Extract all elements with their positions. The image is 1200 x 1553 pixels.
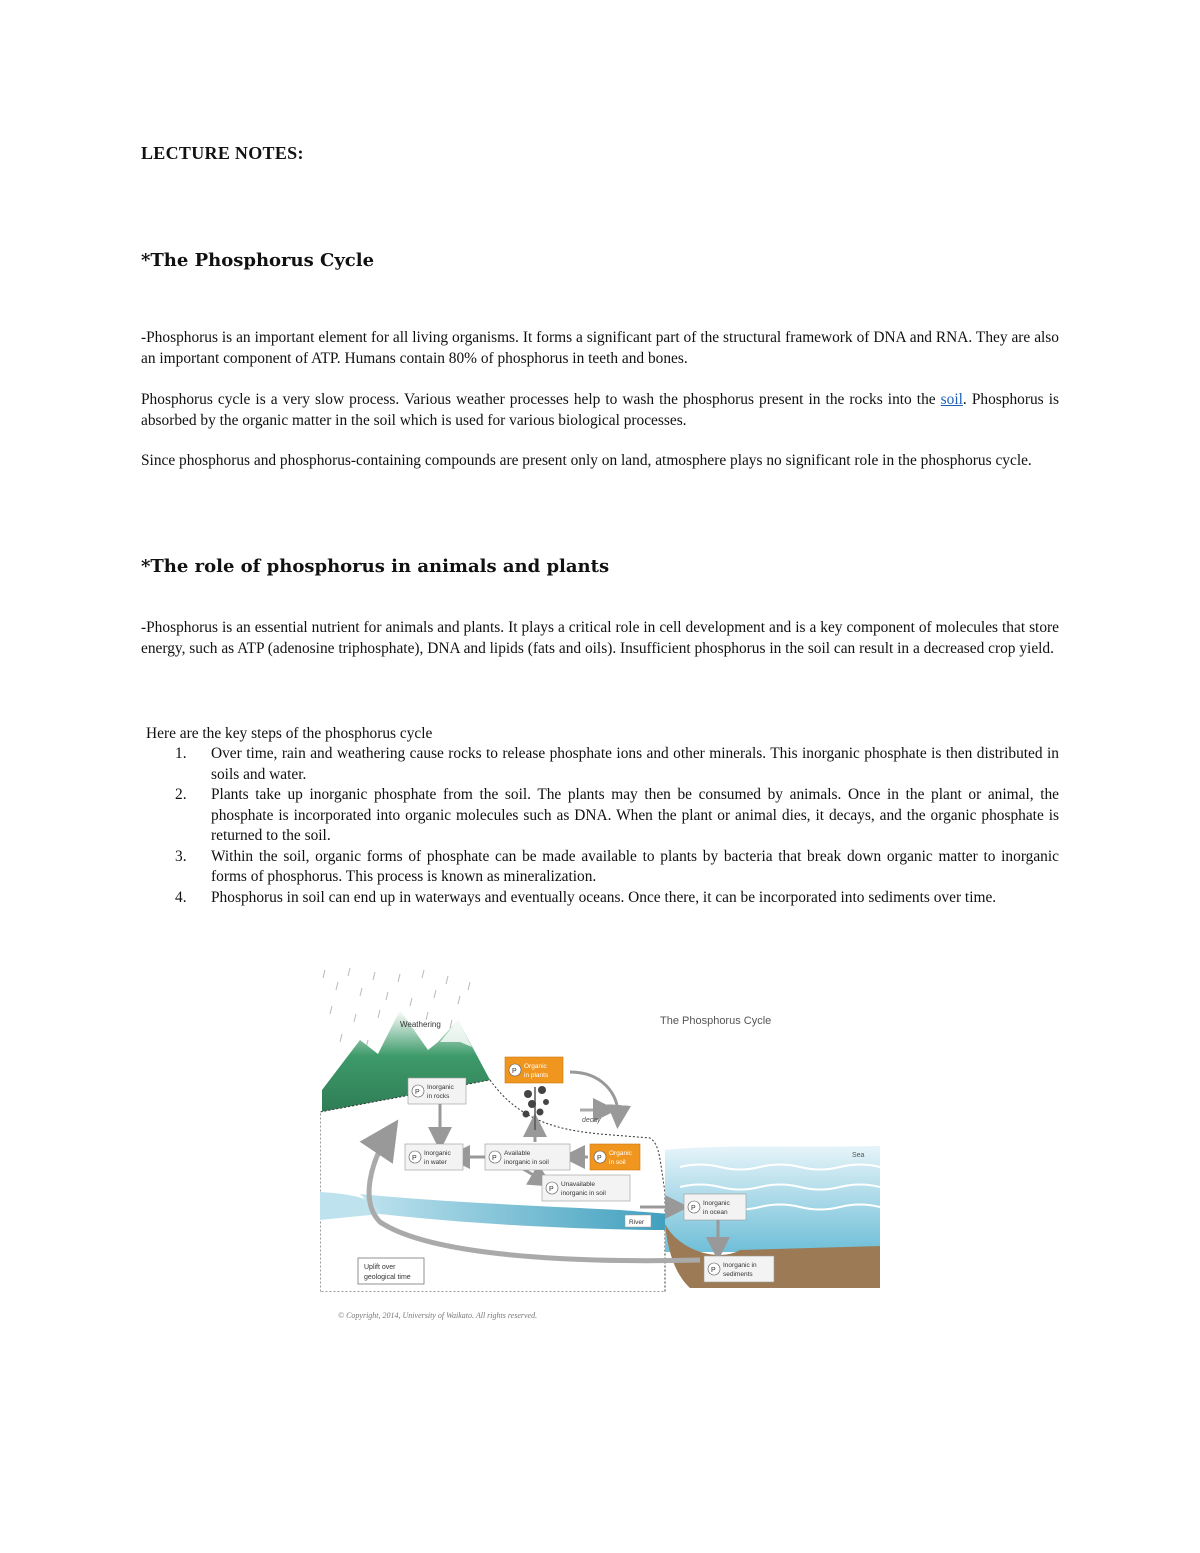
page-title: LECTURE NOTES: <box>141 143 304 163</box>
paragraph-text: . Phosphorus is absorbed by the organic matter in the soil which is used for various biological processes. <box>141 391 1059 429</box>
paragraph-atmosphere: Since phosphorus and phosphorus-containing compounds are present only on land, atmosphere plays no significant role in the phosphorus cycle. <box>141 452 1032 469</box>
p-symbol: P <box>415 1089 420 1096</box>
p-symbol: P <box>549 1186 554 1193</box>
steps-list <box>141 744 1059 908</box>
box-inorganic-sediments <box>704 1256 774 1282</box>
uplift-label-line2: geological time <box>364 1274 411 1281</box>
uplift-label-line1: Uplift over <box>364 1264 396 1271</box>
sea-label: Sea <box>852 1152 865 1159</box>
soil-link[interactable]: soil <box>940 391 963 408</box>
box-organic-plants <box>505 1057 563 1083</box>
p-symbol: P <box>711 1267 716 1274</box>
figure-title: The Phosphorus Cycle <box>660 1015 772 1027</box>
box-label: Inorganic <box>703 1200 730 1207</box>
box-label: Organic <box>609 1150 632 1157</box>
box-label: in water <box>424 1159 447 1166</box>
figure-copyright: © Copyright, 2014, University of Waikato. All rights reserved. <box>338 1311 538 1320</box>
p-symbol: P <box>691 1205 696 1212</box>
box-label: in ocean <box>703 1209 728 1216</box>
box-available-soil <box>485 1144 570 1170</box>
list-item <box>141 888 1059 909</box>
box-label: Inorganic <box>424 1150 451 1157</box>
steps-intro: Here are the key steps of the phosphorus cycle <box>146 725 433 742</box>
box-label: Inorganic <box>427 1084 454 1091</box>
box-label: Unavailable <box>561 1181 595 1188</box>
phosphorus-cycle-diagram <box>320 962 880 1292</box>
list-text: Phosphorus in soil can end up in waterways and eventually oceans. Once there, it can be incorporated into sediments over time. <box>211 888 997 906</box>
list-text: Plants take up inorganic phosphate from the soil. The plants may then be consumed by animals. Once in the plant or animal, the phosphate is incorporated into organic molecules such as DNA. When the plant or animal dies, it decays, and the organic phosphate is returned to the soil. <box>211 786 1059 844</box>
list-text: Over time, rain and weathering cause rocks to release phosphate ions and other minerals. This inorganic phosphate is then distributed in soils and water. <box>211 745 1059 783</box>
arrow <box>570 1072 618 1120</box>
paragraph-phosphorus-intro: -Phosphorus is an important element for all living organisms. It forms a significant part of the structural framework of DNA and RNA. They are also an important component of ATP. Humans contain 80% of phosphorus in teeth and bones. <box>141 329 1059 367</box>
list-number: 1. <box>175 745 187 762</box>
box-organic-soil <box>590 1144 640 1170</box>
weathering-label: Weathering <box>400 1020 441 1029</box>
box-label: in plants <box>524 1072 549 1079</box>
box-inorganic-ocean <box>684 1194 746 1220</box>
p-symbol: P <box>492 1155 497 1162</box>
decay-label: decay <box>582 1117 601 1124</box>
list-item <box>141 744 1059 785</box>
list-item <box>141 785 1059 847</box>
box-label: Organic <box>524 1063 547 1070</box>
list-number: 3. <box>175 847 187 865</box>
box-label: Available <box>504 1150 531 1157</box>
river-label: River <box>629 1219 645 1226</box>
box-unavailable-soil <box>542 1175 630 1201</box>
box-label: in soil <box>609 1159 626 1166</box>
paragraph-slow-process <box>141 390 1059 431</box>
phosphorus-cycle-figure <box>320 962 880 1292</box>
box-label: in rocks <box>427 1093 450 1100</box>
paragraph-role: -Phosphorus is an essential nutrient for animals and plants. It plays a critical role in cell development and is a key component of molecules that store energy, such as ATP (adenosine triphosphate), DNA and lipids (fats and oils). Insufficient phosphorus in the soil can result in a decreased crop yield. <box>141 619 1059 657</box>
list-number: 2. <box>175 786 187 803</box>
p-symbol: P <box>412 1155 417 1162</box>
p-symbol: P <box>512 1068 517 1075</box>
p-symbol: P <box>597 1155 602 1162</box>
box-label: sediments <box>723 1271 753 1278</box>
paragraph-text: Phosphorus cycle is a very slow process. Various weather processes help to wash the phosphorus present in the rocks into the <box>141 391 941 408</box>
box-label: inorganic in soil <box>561 1190 606 1197</box>
section-heading-role: *The role of phosphorus in animals and plants <box>141 556 610 577</box>
box-label: inorganic in soil <box>504 1159 549 1166</box>
list-text: Within the soil, organic forms of phosphate can be made available to plants by bacteria that break down organic matter to inorganic forms of phosphorus. This process is known as mineralization. <box>211 847 1059 885</box>
box-inorganic-water <box>405 1144 463 1170</box>
section-heading-phosphorus-cycle: *The Phosphorus Cycle <box>141 250 375 271</box>
list-item <box>141 847 1059 888</box>
box-label: Inorganic in <box>723 1262 757 1269</box>
box-inorganic-rocks <box>408 1078 466 1104</box>
list-number: 4. <box>175 888 187 906</box>
